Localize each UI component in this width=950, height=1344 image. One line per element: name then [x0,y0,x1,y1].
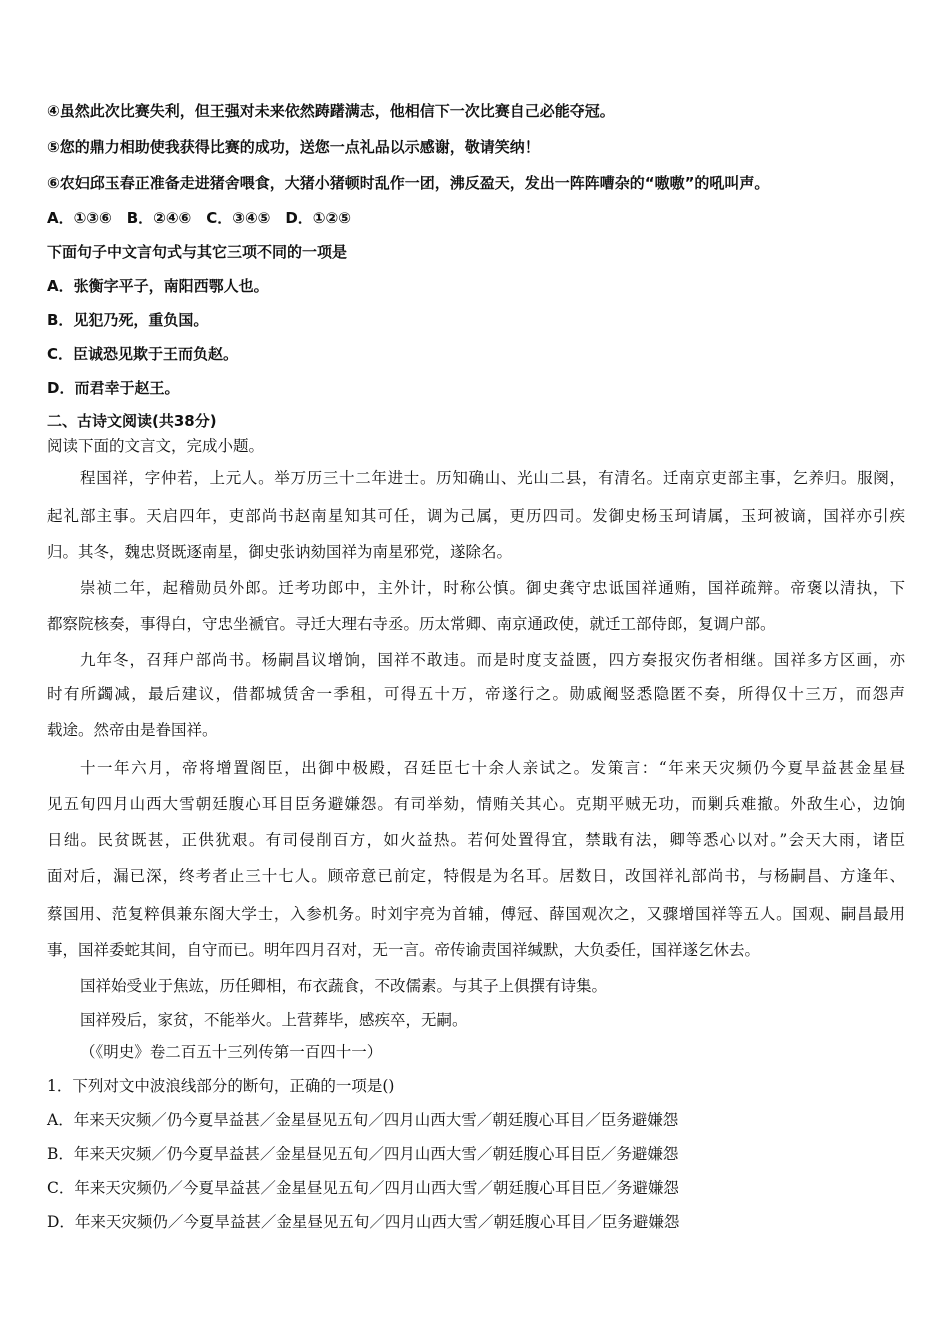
answer-choices: A．①③⑥ B．②④⑥ C．③④⑤ D．①②⑤ [47,209,351,227]
passage-line: 载途。然帝由是眷国祥。 [47,721,218,739]
passage-line: 蔡国用、范复粹俱兼东阁大学士，入参机务。时刘宇亮为首辅，傅冠、薛国观次之，又骤增国祥等五人。国观、嗣昌最用 [47,905,905,923]
question-stem: 下面句子中文言句式与其它三项不同的一项是 [47,243,348,261]
passage-line: 十一年六月，帝将增置阁臣，出御中极殿，召廷臣七十余人亲试之。发策言：“年来天灾频仍今夏旱益甚金星昼 [80,759,905,777]
passage-line: 日绌。民贫既甚，正供犹艰。有司侵削百方，如火益热。若何处置得宜，禁戢有法，卿等悉心以对。”会天大雨，诸臣 [47,831,905,849]
section-title: 二、古诗文阅读(共38分) [47,412,217,430]
passage-line: 程国祥，字仲若，上元人。举万历三十二年进士。历知确山、光山二县，有清名。迁南京吏部主事，乞养归。服阕， [80,469,905,487]
passage-line: 事，国祥委蛇其间，自守而已。明年四月召对，无一言。帝传谕责国祥缄默，大负委任，国祥遂乞休去。 [47,941,761,959]
option-b: B．年来天灾频／仍今夏旱益甚／金星昼见五旬／四月山西大雪／朝廷腹心耳目臣／务避嫌怨 [47,1145,679,1163]
question-stem: 1．下列对文中波浪线部分的断句，正确的一项是() [47,1077,395,1095]
passage-line: 九年冬，召拜户部尚书。杨嗣昌议增饷，国祥不敢违。而是时度支益匮，四方奏报灾伤者相继。国祥多方区画，亦 [80,651,905,669]
passage-line: 时有所蠲减，最后建议，借都城赁舍一季租，可得五十万，帝遂行之。勋戚阉竖悉隐匿不奏，所得仅十三万，而怨声 [47,685,905,703]
passage-source: （《明史》卷二百五十三列传第一百四十一） [80,1043,383,1061]
option-line-5: ⑤您的鼎力相助使我获得比赛的成功，送您一点礼品以示感谢，敬请笑纳！ [47,138,540,156]
option-c: C．年来天灾频仍／今夏旱益甚／金星昼见五旬／四月山西大雪／朝廷腹心耳目臣／务避嫌怨 [47,1179,679,1197]
passage-line: 国祥殁后，家贫，不能举火。上营葬毕，感疾卒，无嗣。 [80,1011,468,1029]
option-a: A．张衡字平子，南阳西鄂人也。 [47,277,269,295]
option-d: D．年来天灾频仍／今夏旱益甚／金星昼见五旬／四月山西大雪／朝廷腹心耳目／臣务避嫌怨 [47,1213,680,1231]
option-d: D．而君幸于赵王。 [47,379,180,397]
passage-line: 见五旬四月山西大雪朝廷腹心耳目臣务避嫌怨。有司举劾，情贿关其心。克期平贼无功，而剿兵难撤。外敌生心，边饷 [47,795,905,813]
section-instruction: 阅读下面的文言文，完成小题。 [47,437,265,455]
option-c: C．臣诚恐见欺于王而负赵。 [47,345,239,363]
option-a: A．年来天灾频／仍今夏旱益甚／金星昼见五旬／四月山西大雪／朝廷腹心耳目／臣务避嫌怨 [47,1111,679,1129]
option-b: B．见犯乃死，重负国。 [47,311,209,329]
option-line-6: ⑥农妇邱玉春正准备走进猪舍喂食，大猪小猪顿时乱作一团，沸反盈天，发出一阵阵嘈杂的“嗷嗷”的吼叫声。 [47,174,770,192]
passage-line: 面对后，漏已深，终考者止三十七人。顾帝意已前定，特假是为名耳。居数日，改国祥礼部尚书，与杨嗣昌、方逢年、 [47,867,905,885]
passage-line: 都察院核奏，事得白，守忠坐褫官。寻迁大理右寺丞。历太常卿、南京通政使，就迁工部侍郎，复调户部。 [47,615,776,633]
passage-line: 国祥始受业于焦竑，历任卿相，布衣蔬食，不改儒素。与其子上俱撰有诗集。 [80,977,608,995]
passage-line: 崇祯二年，起稽勋员外郎。迁考功郎中，主外计，时称公慎。御史龚守忠诋国祥通贿，国祥疏辩。帝褒以清执，下 [80,579,905,597]
passage-line: 归。其冬，魏忠贤既逐南星，御史张讷劾国祥为南星邪党，遂除名。 [47,543,513,561]
option-line-4: ④虽然此次比赛失利，但王强对未来依然踌躇满志，他相信下一次比赛自己必能夺冠。 [47,102,615,120]
passage-line: 起礼部主事。天启四年，吏部尚书赵南星知其可任，调为己属，更历四司。发御史杨玉珂请属，玉珂被谪，国祥亦引疾 [47,507,905,525]
